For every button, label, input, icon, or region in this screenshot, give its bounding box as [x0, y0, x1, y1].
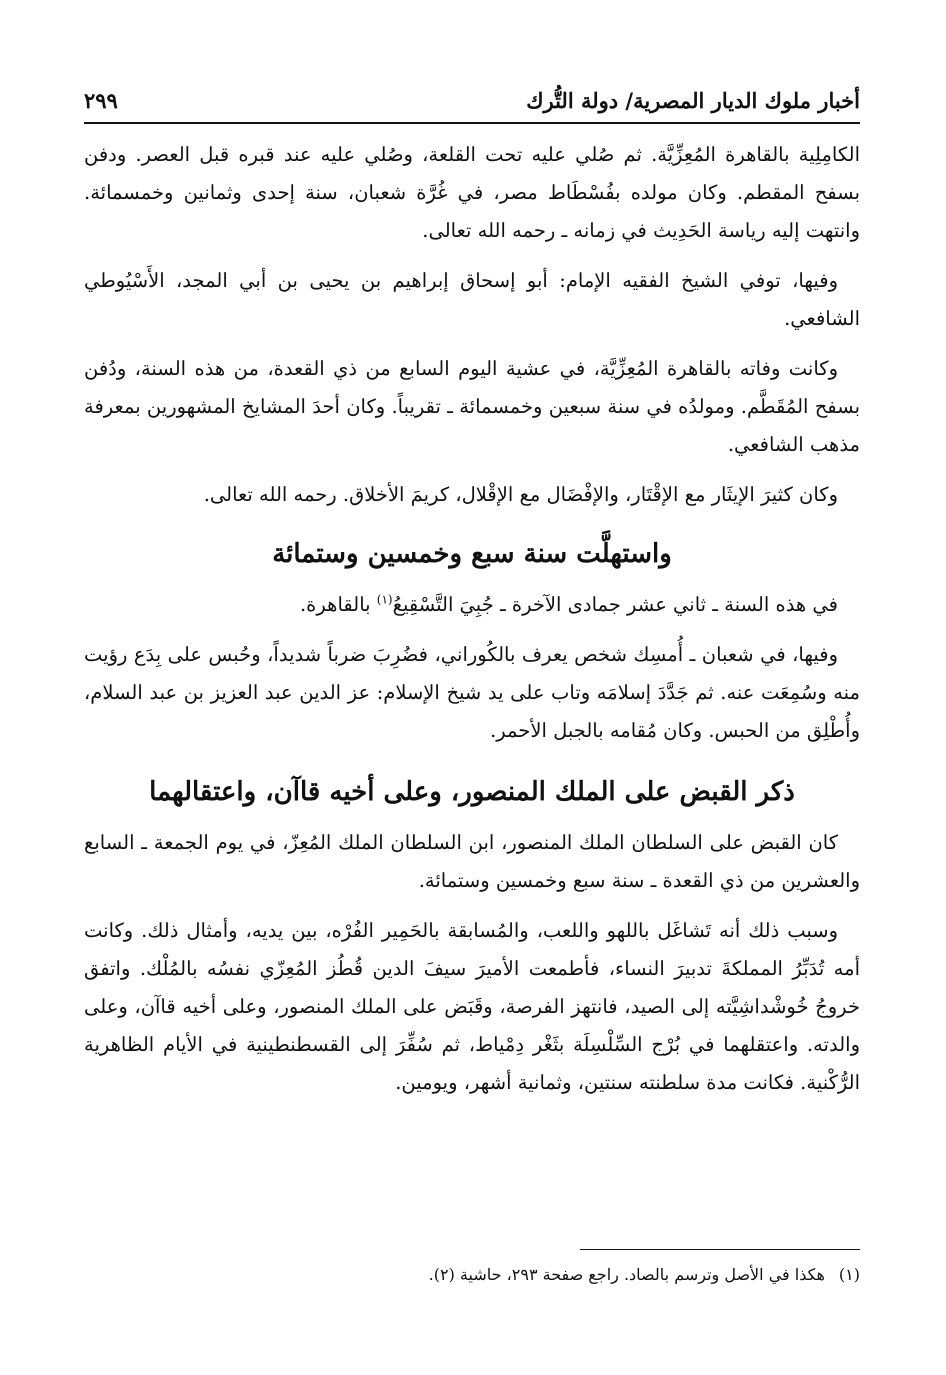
page-body — [84, 136, 860, 1114]
running-header — [84, 86, 860, 124]
paragraph-1: الكامِلِية بالقاهرة المُعِزِّيَّة. ثم صُلي عليه تحت القلعة، وصُلي عليه عند قبره قبل العصر. ودفن بسفح المقطم. وكان مولده بفُسْطَاط مصر، في غُرَّة شعبان، سنة إحدى وثمانين وخمسمائة. وانتهت إليه رياسة الحَدِيث في زمانه ـ رحمه الله تعالى. — [84, 143, 860, 242]
paragraph-3: وكانت وفاته بالقاهرة المُعِزِّيَّة، في عشية اليوم السابع من ذي القعدة، من هذه السنة، ودُفن بسفح المُقَطَّم. ومولدُه في سنة سبعين وخمسمائة ـ تقريباً. وكان أحدَ المشايخ المشهورين بمعرفة مذهب الشافعي. — [84, 357, 860, 456]
section-heading-year: واستهلَّت سنة سبع وخمسين وستمائة — [272, 539, 672, 569]
footnote-number: (١) — [838, 1265, 860, 1284]
section2-paragraph-2: وسبب ذلك أنه تَشاغَل باللهو واللعب، والمُسابقة بالحَمِير الفُرْه، بين يديه، وأمثال ذلك. وكانت أمه تُدَبِّرُ المملكةَ تدبيرَ النساء، فأطمعت الأميرَ سيفَ الدين قُطُز المُعِزّي نفسُه بالمُلْك. واتفق خروجُ خُوشْداشِيَّته إلى الصيد، فانتهز الفرصة، وقَبَض على الملك المنصور، وعلى أخيه قاآن، وعلى والدته. واعتقلهما في بُرْج السِّلْسِلَة بثَغْر دِمْياط، ثم سُفِّرَ إلى القسطنطينية في الأيام الظاهرية الرُّكْنية. فكانت مدة سلطنته سنتين، وثمانية أشهر، ويومين. — [84, 919, 860, 1094]
footnote-divider — [580, 1249, 860, 1250]
footnote-reference[interactable]: (١) — [376, 592, 393, 607]
section2-paragraph-1: كان القبض على السلطان الملك المنصور، ابن السلطان الملك المُعِزّ، في يوم الجمعة ـ السابع والعشرين من ذي القعدة ـ سنة سبع وخمسين وستمائة. — [84, 831, 860, 892]
footnote — [84, 1262, 860, 1288]
page-number: ٢٩٩ — [84, 88, 118, 113]
section1-paragraph-1-text: في هذه السنة ـ ثاني عشر جمادى الآخرة ـ جُبِيَ التَّسْقِيعُ — [392, 593, 838, 616]
section-heading-arrest: ذكر القبض على الملك المنصور، وعلى أخيه قاآن، واعتقالهما — [149, 777, 795, 807]
paragraph-2: وفيها، توفي الشيخ الفقيه الإمام: أبو إسحاق إبراهيم بن يحيى بن أبي المجد، الأَسْيُوطي الشافعي. — [84, 269, 860, 330]
section1-paragraph-2: وفيها، في شعبان ـ أُمسِك شخص يعرف بالكُوراني، فضُرِبَ ضرباً شديداً، وحُبس على بِدَع رؤيت منه وسُمِعَت عنه. ثم جَدَّدَ إسلامَه وتاب على يد شيخ الإسلام: عز الدين عبد العزيز بن عبد السلام، وأُطْلِق من الحبس. وكان مُقامه بالجبل الأحمر. — [84, 643, 860, 742]
footnote-text: هكذا في الأصل وترسم بالصاد. راجع صفحة ٢٩٣، حاشية (٢). — [428, 1265, 825, 1284]
section1-paragraph-1 — [84, 586, 860, 624]
running-title: أخبار ملوك الديار المصرية/ دولة التُّرك — [526, 88, 860, 113]
paragraph-4: وكان كثيرَ الإيثَار مع الإقْتَار، والإفْضَال مع الإقْلال، كريمَ الأخلاق. رحمه الله تعالى. — [203, 483, 838, 506]
section1-paragraph-1-end: بالقاهرة. — [299, 593, 377, 616]
